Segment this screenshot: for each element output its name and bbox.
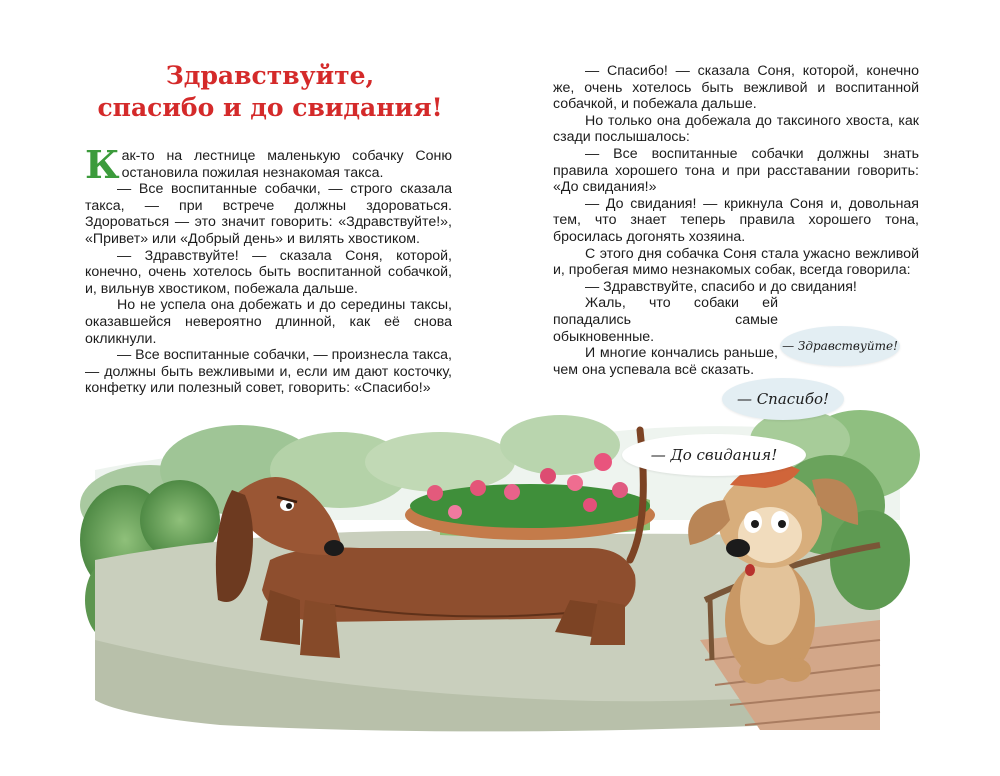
speech-bubble-goodbye: — До свидания! [622,434,806,476]
right-paragraph-8: И многие кончались раньше, чем она успевала всё сказать. [553,345,778,378]
speech-bubble-hello: — Здравствуйте! [780,326,900,366]
right-paragraph-3: — Все воспитанные собачки должны знать правила хорошего тона и при расставании говорить: «До свидания!» [553,145,919,196]
right-paragraph-7: Жаль, что собаки ей попадались самые обыкновенные. [553,295,778,345]
title-line-1: Здравствуйте, [165,61,375,90]
left-paragraph-1: Как-то на лестнице маленькую собачку Соню остановила пожилая незнакомая такса. [85,142,452,187]
drop-cap: К [85,142,120,187]
left-paragraph-3: — Здравствуйте! — сказала Соня, которой, конечно, очень хотелось быть воспитанной собачкой, и, вильнув хвостиком, побежала дальше. [85,247,452,297]
right-paragraph-6: — Здравствуйте, спасибо и до свидания! [585,278,857,295]
title-line-2: спасибо и до свидания! [97,93,443,122]
right-paragraph-1: — Спасибо! — сказала Соня, которой, конечно же, очень хотелось быть вежливой и воспитанной собачкой, и побежала дальше. [553,63,919,113]
right-paragraph-4: — До свидания! — крикнула Соня и, довольная тем, что знает теперь правила хорошего тона, бросилась догонять хозяина. [553,195,919,245]
left-paragraph-4: Но не успела она добежать и до середины таксы, оказавшейся невероятно длинной, как её снова окликнули. [85,297,452,347]
right-paragraph-2: Но только она добежала до таксиного хвоста, как сзади послышалось: [553,112,919,146]
left-paragraph-2: — Все воспитанные собачки, — строго сказала такса, — при встрече должны здороваться. Здороваться — это значит говорить: «Здравствуйте!», «Привет» или «Добрый день» и вилять хвостиком. [85,181,452,247]
speech-bubble-thanks: — Спасибо! [722,378,844,420]
left-paragraph-5: — Все воспитанные собачки, — произнесла такса, — должны быть вежливыми и, если им дают косточку, конфетку или полезный совет, говорить: «Спасибо!» [85,347,452,397]
right-paragraph-5: С этого дня собачка Соня стала ужасно вежливой и, пробегая мимо незнакомых собак, всегда говорила: [553,245,919,279]
left-text-column [85,142,452,397]
